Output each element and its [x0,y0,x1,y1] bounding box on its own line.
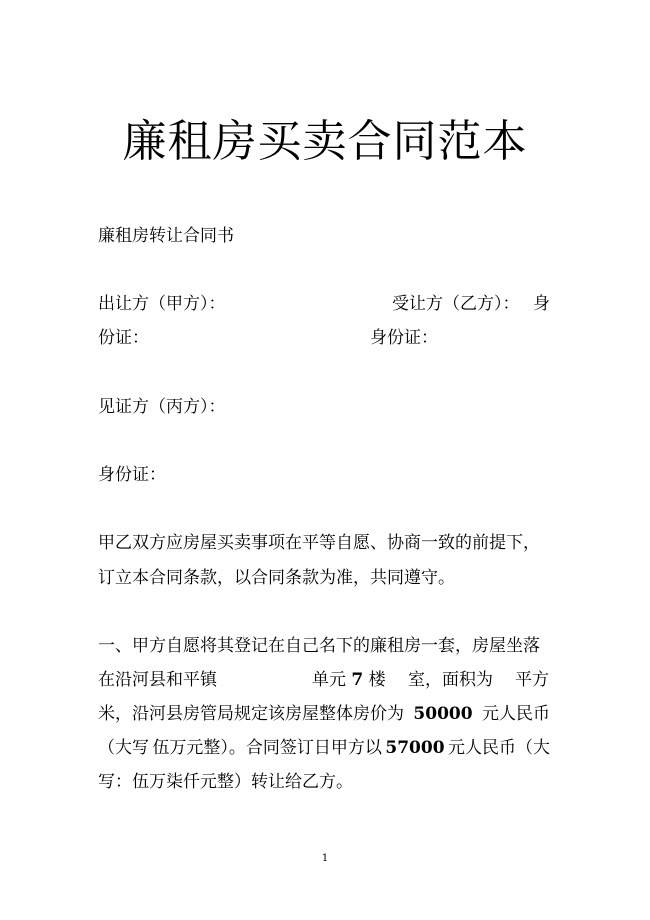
witness-label: 见证方（丙方）： [98,397,226,417]
clause-1-line-5: 写：伍万柒仟元整）转让给乙方。 [98,772,353,792]
clause-1-location: 在沿河县和平镇 [98,670,217,690]
page-number: 1 [321,853,329,864]
clause-1-area-unit: 平方 [515,670,549,690]
clause-1-line-4: （大写 伍万元整）。合同签订日甲方以 57000 元人民币（大 [98,738,550,758]
party-a-id-label: 份证： [98,328,149,348]
clause-1-unit-label: 单元 7 楼 [312,670,386,690]
contract-subtitle: 廉租房转让合同书 [98,226,234,246]
party-b-label: 受让方（乙方）： [392,294,520,314]
intro-line-2: 订立本合同条款，以合同条款为准，共同遵守。 [98,568,455,588]
party-a-label: 出让方（甲方）： [98,294,226,314]
clause-1-line-1: 一、甲方自愿将其登记在自己名下的廉租房一套，房屋坐落 [98,636,540,656]
witness-id-label: 身份证： [98,465,166,485]
clause-1-line-3: 米，沿河县房管局规定该房屋整体房价为 50000 元人民币 [98,704,550,724]
document-title: 廉租房买卖合同范本 [122,116,528,167]
party-b-id-label: 身份证： [370,328,438,348]
floor-number: 7 [351,670,364,690]
clause-1-area-label: 室，面积为 [408,670,493,690]
sale-price: 57000 [385,738,445,758]
party-b-id-wrap-start: 身 [533,294,550,314]
official-price: 50000 [413,704,473,724]
intro-line-1: 甲乙双方应房屋买卖事项在平等自愿、协商一致的前提下， [98,533,540,553]
